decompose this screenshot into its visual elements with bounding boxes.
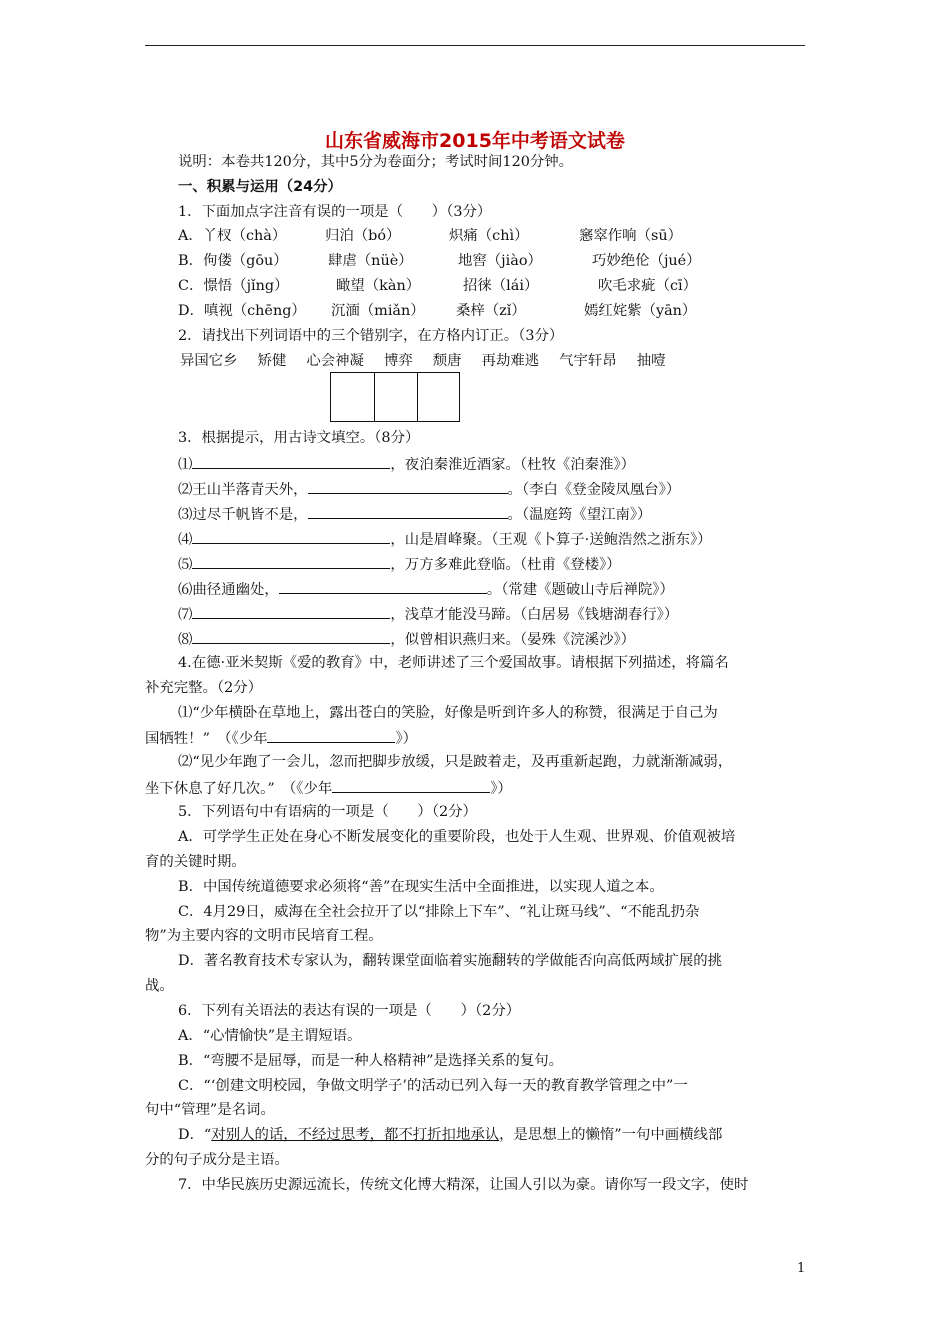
q1-b-2: 肆虐（nüè） [328,253,413,269]
page-number: 1 [797,1261,806,1276]
q4-blank-2[interactable] [332,777,490,793]
q3-blank-1[interactable] [192,453,390,469]
q4-item1-line2 [145,727,805,749]
q2-answer-boxes[interactable] [330,372,460,422]
q1-a-4: 窸窣作响（sū） [579,228,682,244]
q1-c-3: 招徕（lái） [463,278,539,294]
q5-option-a-line2: 育的关键时期。 [145,854,246,870]
q5-stem: 5．下列语句中有语病的一项是（ ）（2分） [178,804,477,820]
q3-item-text: ，似曾相识燕归来。（晏殊《浣溪沙》） [390,632,636,648]
q1-a-2: 归泊（bó） [325,228,401,244]
q3-item-text: ，山是眉峰聚。（王观《卜算子·送鲍浩然之浙东》） [390,532,712,548]
q3-item-5 [178,553,805,575]
q2-word: 心会神凝 [306,353,364,369]
q3-item-number: ⑴ [178,457,193,473]
q3-item-number: ⑸ [178,557,193,573]
q1-a-3: 炽痛（chì） [449,228,529,244]
header-rule [145,45,805,46]
q5-option-c-line2: 物”为主要内容的文明市民培育工程。 [145,928,383,944]
q3-item-8 [178,628,805,650]
q2-word: 再劫难逃 [481,353,540,369]
q5-option-b: B．中国传统道德要求必须将“善”在现实生活中全面推进，以实现人道之本。 [178,879,664,895]
q3-blank-2[interactable] [308,478,508,494]
q6-d-underlined: 对别人的话，不经过思考，都不打折扣地承认 [211,1127,500,1143]
q6-stem: 6．下列有关语法的表达有误的一项是（ ）（2分） [178,1003,521,1019]
q1-c-1: C．憬悟（jǐng） [178,278,289,294]
q3-item-text: 过尽千帆皆不是， [192,507,308,523]
q4-item1-text: 国牺牲！” （《少年 [145,731,268,747]
q3-item-text: 王山半落青天外， [192,482,308,498]
q1-b-4: 巧妙绝伦（jué） [592,253,701,269]
q3-blank-3[interactable] [308,503,508,519]
q3-item-number: ⑺ [178,607,193,623]
q6-option-b: B．“弯腰不是屈辱，而是一种人格精神”是选择关系的复句。 [178,1053,564,1069]
q5-option-a-line1: A．可学学生正处在身心不断发展变化的重要阶段，也处于人生观、世界观、价值观被培 [178,829,736,845]
q1-option-b [178,251,805,271]
q2-stem: 2．请找出下列词语中的三个错别字，在方格内订正。（3分） [178,328,564,344]
q6-option-d-line1 [178,1125,805,1145]
q2-answer-cell[interactable] [331,373,375,421]
q2-word: 抽噎 [636,353,666,369]
q2-word: 博弈 [383,353,413,369]
q3-item-7 [178,603,805,625]
q3-item-number: ⑹ [178,582,193,598]
q7-stem: 7．中华民族历史源远流长，传统文化博大精深，让国人引以为豪。请你写一段文字，使时 [178,1177,749,1193]
q6-d-suffix: ，是思想上的懒惰”一句中画横线部 [499,1127,723,1143]
q3-blank-7[interactable] [192,603,390,619]
q2-word-list [180,351,840,371]
intro-text: 说明：本卷共120分，其中5分为卷面分；考试时间120分钟。 [178,154,574,170]
q2-word: 气宇轩昂 [559,353,617,369]
section-heading: 一、积累与运用（24分） [178,179,342,195]
q1-b-1: B．佝偻（gōu） [178,253,288,269]
q5-option-d-line1: D．著名教育技术专家认为，翻转课堂面临着实施翻转的学做能否向高低两域扩展的挑 [178,953,722,969]
q3-item-number: ⑻ [178,632,193,648]
q4-item1-close: 》） [395,731,418,747]
q3-blank-8[interactable] [192,628,390,644]
q4-stem-line2: 补充完整。（2分） [145,680,263,696]
q1-option-d [178,301,805,321]
q3-item-text: ，浅草才能没马蹄。（白居易《钱塘湖春行》） [390,607,679,623]
q6-option-c-line2: 句中“管理”是名词。 [145,1102,275,1118]
q3-item-text: 。（常建《题破山寺后禅院》） [486,582,674,598]
q2-word: 异国它乡 [180,353,238,369]
q4-item2-line1: ⑵“见少年跑了一会儿，忽而把脚步放缓，只是跛着走，及再重新起跑，力就渐渐减弱， [178,754,733,770]
q6-d-prefix: D．“ [178,1127,212,1143]
q3-item-text: 曲径通幽处， [192,582,279,598]
q4-item2-close: 》） [490,781,512,797]
q1-d-3: 桑梓（zǐ） [456,303,526,319]
q3-blank-4[interactable] [192,528,390,544]
q5-option-d-line2: 战。 [145,978,174,994]
q6-option-c-line1: C．“‘创建文明校园，争做文明学子’的活动已列入每一天的教育教学管理之中”一 [178,1078,688,1094]
q4-item2-text: 坐下休息了好几次。” （《少年 [145,781,333,797]
q3-item-4 [178,528,805,550]
q4-item2-line2 [145,777,805,799]
q4-blank-1[interactable] [267,727,395,743]
q1-d-2: 沉湎（miǎn） [331,303,425,319]
q3-item-text: 。（李白《登金陵凤凰台》） [507,482,681,498]
q3-item-text: 。（温庭筠《望江南》） [507,507,652,523]
q3-blank-6[interactable] [279,578,487,594]
q1-option-a [178,226,805,246]
q6-option-d-line2: 分的句子成分是主语。 [145,1152,289,1168]
q3-item-text: ，万方多难此登临。（杜甫《登楼》） [390,557,621,573]
q2-word: 颓唐 [432,353,462,369]
q1-c-4: 吹毛求疵（cī） [598,278,698,294]
q1-a-1: A．丫杈（chà） [178,228,287,244]
q4-item1-line1: ⑴“少年横卧在草地上，露出苍白的笑脸，好像是听到许多人的称赞，很满足于自己为 [178,705,718,721]
q6-option-a: A．“心情愉快”是主谓短语。 [178,1028,362,1044]
q1-option-c [178,276,805,296]
q2-word: 矫健 [257,353,287,369]
q4-stem-line1: 4.在德·亚米契斯《爱的教育》中，老师讲述了三个爱国故事。请根据下列描述，将篇名 [178,655,729,671]
q3-item-text: ，夜泊秦淮近酒家。（杜牧《泊秦淮》） [390,457,636,473]
q3-stem: 3．根据提示，用古诗文填空。（8分） [178,430,420,446]
q1-c-2: 瞰望（kàn） [336,278,421,294]
q3-item-2 [178,478,805,500]
q3-blank-5[interactable] [192,553,390,569]
q3-item-1 [178,453,805,475]
q2-answer-cell[interactable] [374,373,418,421]
q1-d-1: D．嗔视（chēng） [178,303,306,319]
q1-b-3: 地窖（jiào） [458,253,542,269]
q3-item-number: ⑷ [178,532,193,548]
q3-item-number: ⑵ [178,482,193,498]
q1-stem: 1．下面加点字注音有误的一项是（ ）（3分） [178,204,492,220]
q1-d-4: 嫣红姹紫（yān） [584,303,697,319]
q5-option-c-line1: C．4月29日，威海在全社会拉开了以“排除上下车”、“礼让斑马线”、“不能乱扔杂 [178,904,700,920]
page-title: 山东省威海市2015年中考语文试卷 [325,130,625,152]
q3-item-number: ⑶ [178,507,193,523]
q3-item-6 [178,578,805,600]
q3-item-3 [178,503,805,525]
